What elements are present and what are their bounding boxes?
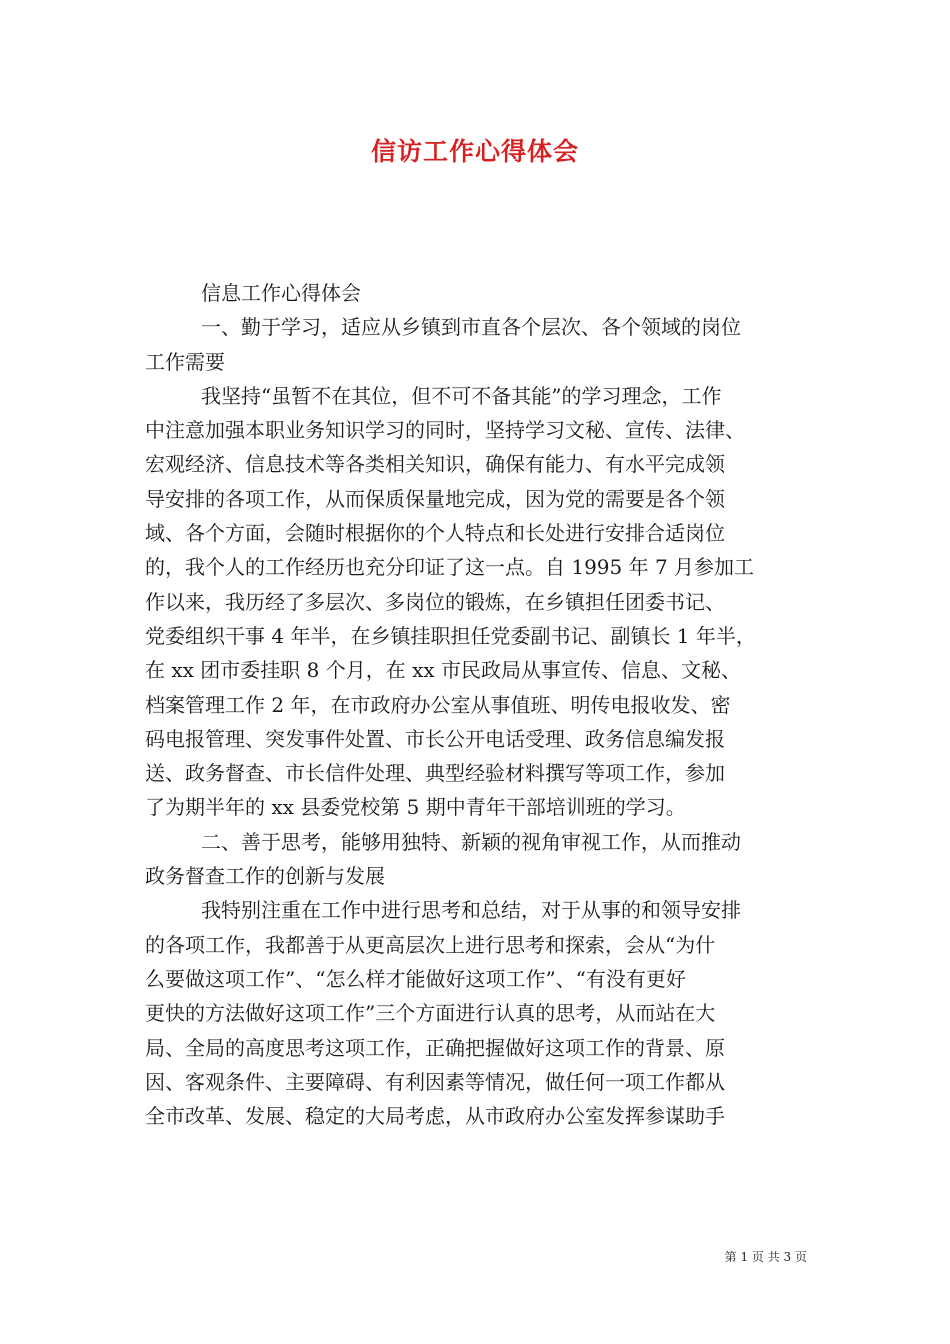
body-line: 的，我个人的工作经历也充分印证了这一点。自 1995 年 7 月参加工	[145, 555, 755, 580]
body-line: 码电报管理、突发事件处置、市长公开电话受理、政务信息编发报	[145, 726, 725, 751]
body-line: 导安排的各项工作，从而保质保量地完成，因为党的需要是各个领	[145, 486, 725, 511]
document-title: 信访工作心得体会	[370, 137, 579, 166]
body-line: 政务督查工作的创新与发展	[145, 864, 385, 889]
body-line: 档案管理工作 2 年，在市政府办公室从事值班、明传电报收发、密	[145, 692, 731, 717]
body-line: 宏观经济、信息技术等各类相关知识，确保有能力、有水平完成领	[145, 452, 725, 477]
body-line: 局、全局的高度思考这项工作，正确把握做好这项工作的背景、原	[145, 1035, 725, 1060]
body-line: 了为期半年的 xx 县委党校第 5 期中青年干部培训班的学习。	[145, 795, 686, 820]
body-line: 我特别注重在工作中进行思考和总结，对于从事的和领导安排	[201, 898, 741, 923]
body-line: 在 xx 团市委挂职 8 个月，在 xx 市民政局从事宣传、信息、文秘、	[145, 658, 741, 683]
body-line: 工作需要	[145, 349, 225, 374]
body-line: 二、善于思考，能够用独特、新颖的视角审视工作，从而推动	[201, 829, 741, 854]
body-line: 党委组织干事 4 年半，在乡镇挂职担任党委副书记、副镇长 1 年半，	[145, 623, 756, 648]
body-line: 作以来，我历经了多层次、多岗位的锻炼，在乡镇担任团委书记、	[145, 589, 725, 614]
body-line: 我坚持“虽暂不在其位，但不可不备其能”的学习理念，工作	[201, 383, 722, 408]
body-line: 信息工作心得体会	[201, 281, 361, 305]
page-number: 第 1 页 共 3 页	[724, 1250, 807, 1264]
body-line: 一、勤于学习，适应从乡镇到市直各个层次、各个领域的岗位	[201, 315, 741, 340]
body-line: 更快的方法做好这项工作”三个方面进行认真的思考，从而站在大	[145, 1001, 716, 1026]
body-line: 送、政务督查、市长信件处理、典型经验材料撰写等项工作，参加	[145, 761, 725, 786]
body-line: 中注意加强本职业务知识学习的同时，坚持学习文秘、宣传、法律、	[145, 418, 745, 443]
body-line: 么要做这项工作”、“怎么样才能做好这项工作”、“有没有更好	[145, 966, 686, 991]
body-line: 全市改革、发展、稳定的大局考虑，从市政府办公室发挥参谋助手	[145, 1104, 725, 1129]
body-line: 因、客观条件、主要障碍、有利因素等情况，做任何一项工作都从	[145, 1069, 725, 1094]
body-line: 域、各个方面，会随时根据你的个人特点和长处进行安排合适岗位	[145, 521, 725, 546]
body-line: 的各项工作，我都善于从更高层次上进行思考和探索，会从“为什	[145, 932, 716, 957]
document-body	[145, 276, 815, 1133]
